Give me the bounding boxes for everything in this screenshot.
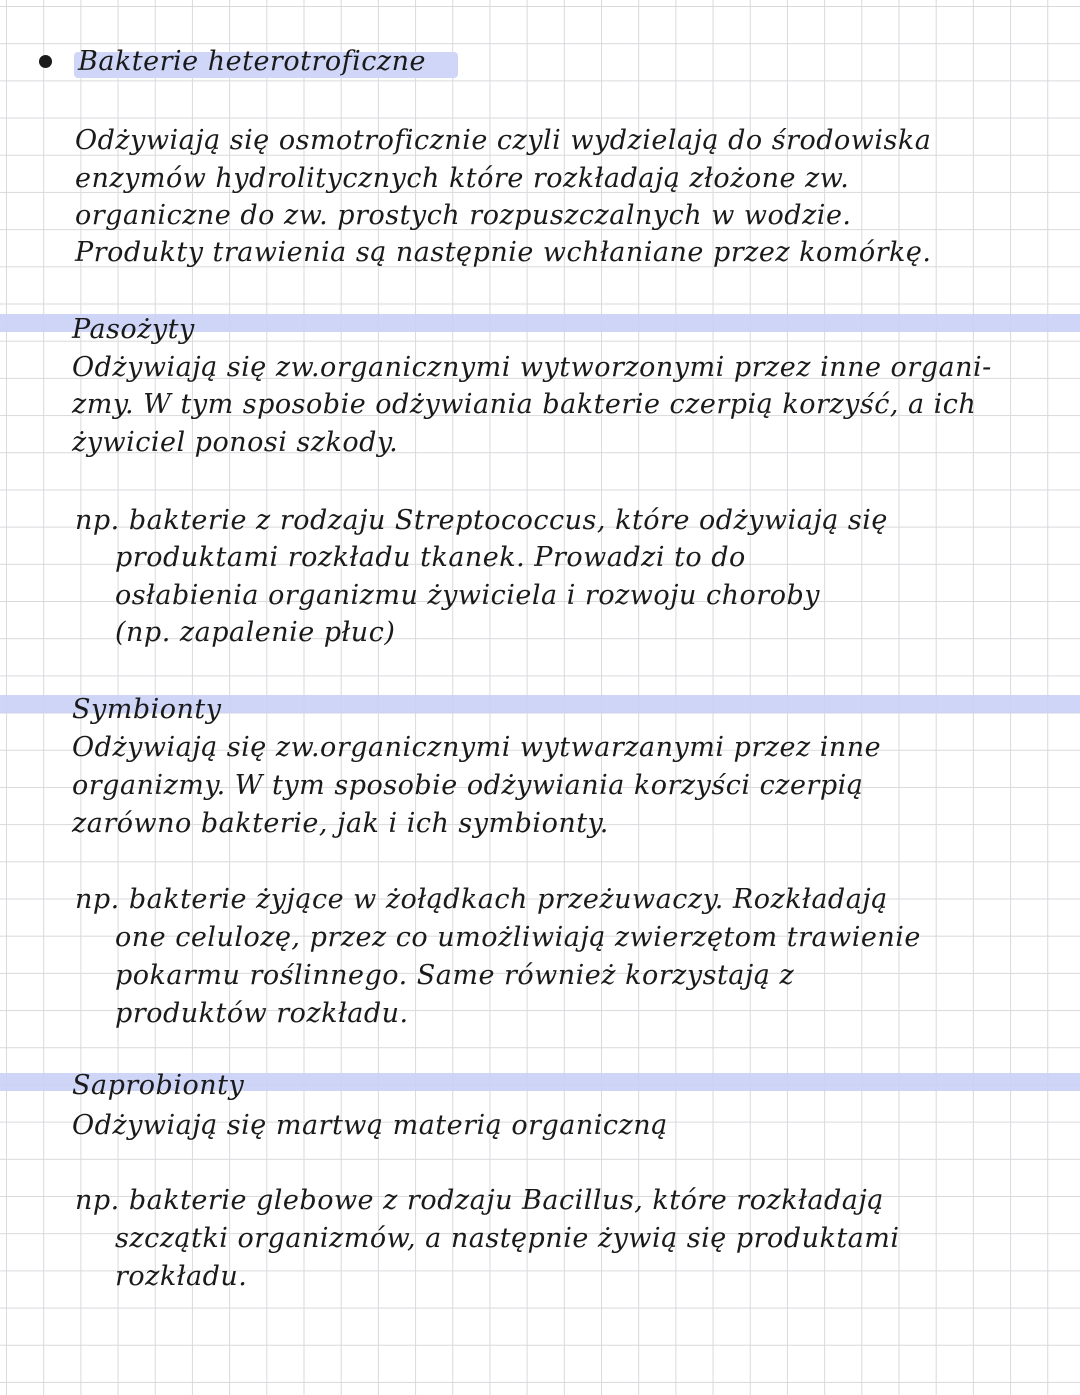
example-line: osłabienia organizmu żywiciela i rozwoju choroby xyxy=(115,580,820,611)
section-line: żywiciel ponosi szkody. xyxy=(72,427,399,458)
intro-line: enzymów hydrolitycznych które rozkładają złożone zw. xyxy=(75,163,850,194)
example-line: rozkładu. xyxy=(115,1261,248,1292)
section-heading: Symbionty xyxy=(72,694,222,725)
example-line: produktami rozkładu tkanek. Prowadzi to do xyxy=(115,542,746,573)
section-heading: Pasożyty xyxy=(72,314,195,345)
example-line: (np. zapalenie płuc) xyxy=(115,617,396,648)
page-title: Bakterie heterotroficzne xyxy=(78,46,426,77)
example-line: produktów rozkładu. xyxy=(115,998,409,1029)
intro-line: Produkty trawienia są następnie wchłaniane przez komórkę. xyxy=(75,237,932,268)
example-line: pokarmu roślinnego. Same również korzystają z xyxy=(115,960,795,991)
example-line: np. bakterie z rodzaju Streptococcus, które odżywiają się xyxy=(75,505,888,536)
intro-line: organiczne do zw. prostych rozpuszczalnych w wodzie. xyxy=(75,200,852,231)
example-line: np. bakterie żyjące w żołądkach przeżuwaczy. Rozkładają xyxy=(75,884,888,915)
section-line: Odżywiają się zw.organicznymi wytworzonymi przez inne organi- xyxy=(72,352,992,383)
section-heading: Saprobionty xyxy=(72,1070,245,1101)
example-line: np. bakterie glebowe z rodzaju Bacillus, które rozkładają xyxy=(75,1185,884,1216)
example-line: one celulozę, przez co umożliwiają zwierzętom trawienie xyxy=(115,922,921,953)
intro-line: Odżywiają się osmotroficznie czyli wydzielają do środowiska xyxy=(75,125,932,156)
section-line: Odżywiają się martwą materią organiczną xyxy=(72,1110,668,1141)
section-line: Odżywiają się zw.organicznymi wytwarzanymi przez inne xyxy=(72,732,882,763)
section-line: zmy. W tym sposobie odżywiania bakterie czerpią korzyść, a ich xyxy=(72,389,977,420)
section-line: organizmy. W tym sposobie odżywiania korzyści czerpią xyxy=(72,770,864,801)
section-line: zarówno bakterie, jak i ich symbionty. xyxy=(72,808,609,839)
example-line: szczątki organizmów, a następnie żywią się produktami xyxy=(115,1223,900,1254)
bullet-icon xyxy=(39,55,52,68)
